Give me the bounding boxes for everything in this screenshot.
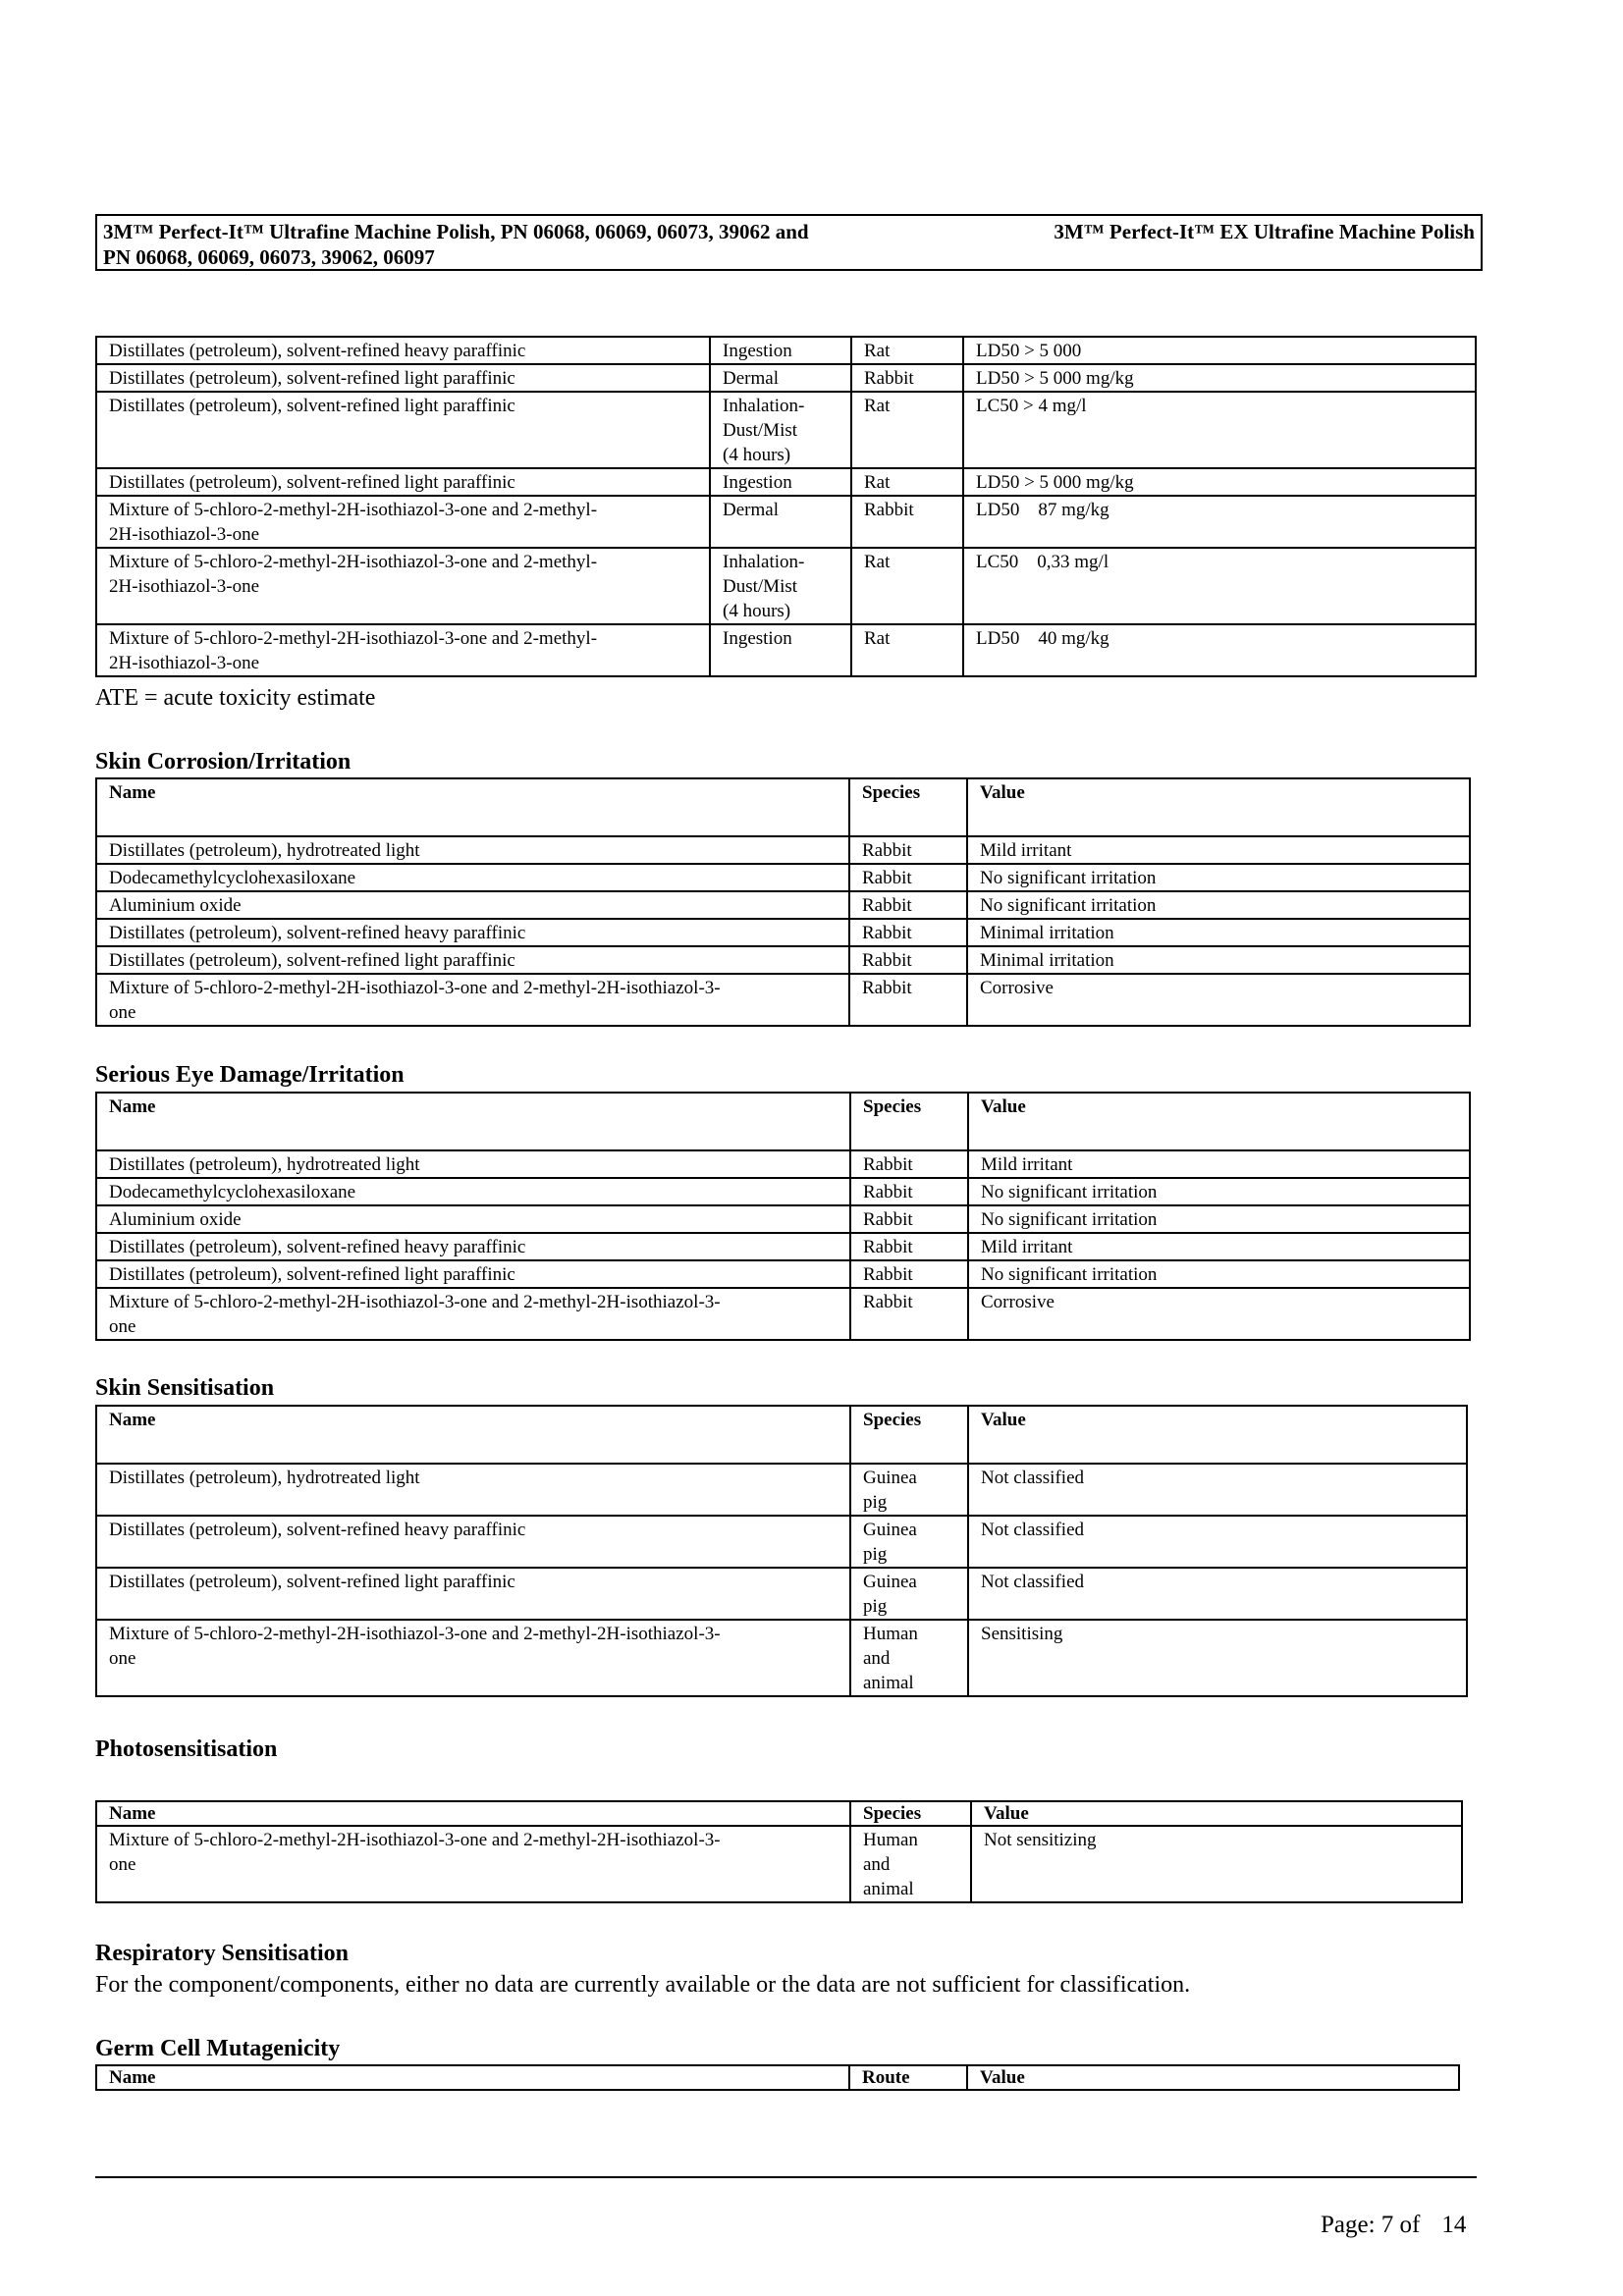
table-row: Mixture of 5-chloro-2-methyl-2H-isothiazol-3-one and 2-methyl- 2H-isothiazol-3-one Ingestion Rat LD50 40 mg/kg xyxy=(96,624,1476,676)
germ-cell-title: Germ Cell Mutagenicity xyxy=(95,2036,341,2061)
header-product-title-ex: 3M™ Perfect-It™ EX Ultrafine Machine Polish xyxy=(1054,220,1475,243)
table-row: Aluminium oxide Rabbit No significant irritation xyxy=(96,891,1470,919)
eye-damage-title: Serious Eye Damage/Irritation xyxy=(95,1062,405,1088)
respiratory-sensitisation-text: For the component/components, either no data are currently available or the data are not sufficient for classification. xyxy=(95,1972,1191,1998)
table-row: Mixture of 5-chloro-2-methyl-2H-isothiazol-3-one and 2-methyl-2H-isothiazol-3- one Human and animal Not sensitizing xyxy=(96,1826,1462,1902)
germ-cell-table xyxy=(95,2064,1460,2091)
table-row: Distillates (petroleum), solvent-refined light paraffinic Inhalation- Dust/Mist (4 hours) Rat LC50 > 4 mg/l xyxy=(96,392,1476,468)
skin-corrosion-title: Skin Corrosion/Irritation xyxy=(95,749,352,774)
header-part-numbers: PN 06068, 06069, 06073, 39062, 06097 xyxy=(103,245,435,269)
table-row: Distillates (petroleum), hydrotreated light Guinea pig Not classified xyxy=(96,1464,1467,1516)
table-row: Distillates (petroleum), solvent-refined heavy paraffinic Ingestion Rat LD50 > 5 000 xyxy=(96,337,1476,364)
table-header-row: Name Species Value xyxy=(96,1406,1467,1464)
table-row: Distillates (petroleum), hydrotreated light Rabbit Mild irritant xyxy=(96,1150,1470,1178)
table-header-row: Name Route Value xyxy=(96,2065,1459,2090)
table-row: Distillates (petroleum), solvent-refined heavy paraffinic Rabbit Mild irritant xyxy=(96,1233,1470,1260)
table-row: Distillates (petroleum), solvent-refined light paraffinic Rabbit Minimal irritation xyxy=(96,946,1470,974)
eye-damage-table xyxy=(95,1092,1471,1341)
table-row: Mixture of 5-chloro-2-methyl-2H-isothiazol-3-one and 2-methyl- 2H-isothiazol-3-one Inhalation- Dust/Mist (4 hours) Rat LC50 0,33 mg/l xyxy=(96,548,1476,624)
skin-sensitisation-table xyxy=(95,1405,1468,1697)
table-row: Distillates (petroleum), solvent-refined light paraffinic Rabbit No significant irritation xyxy=(96,1260,1470,1288)
table-header-row: Name Species Value xyxy=(96,778,1470,836)
table-row: Mixture of 5-chloro-2-methyl-2H-isothiazol-3-one and 2-methyl- 2H-isothiazol-3-one Dermal Rabbit LD50 87 mg/kg xyxy=(96,496,1476,548)
ate-note: ATE = acute toxicity estimate xyxy=(95,685,376,711)
table-row: Dodecamethylcyclohexasiloxane Rabbit No significant irritation xyxy=(96,864,1470,891)
photosensitisation-title: Photosensitisation xyxy=(95,1736,278,1762)
table-row: Dodecamethylcyclohexasiloxane Rabbit No significant irritation xyxy=(96,1178,1470,1205)
respiratory-sensitisation-title: Respiratory Sensitisation xyxy=(95,1941,349,1966)
page-number xyxy=(1321,2211,1466,2240)
table-row: Distillates (petroleum), solvent-refined heavy paraffinic Rabbit Minimal irritation xyxy=(96,919,1470,946)
photosensitisation-table xyxy=(95,1800,1463,1903)
table-row: Distillates (petroleum), hydrotreated light Rabbit Mild irritant xyxy=(96,836,1470,864)
table-row: Mixture of 5-chloro-2-methyl-2H-isothiazol-3-one and 2-methyl-2H-isothiazol-3- one Human and animal Sensitising xyxy=(96,1620,1467,1696)
acute-toxicity-table xyxy=(95,336,1477,677)
table-row: Distillates (petroleum), solvent-refined light paraffinic Ingestion Rat LD50 > 5 000 mg/kg xyxy=(96,468,1476,496)
table-row: Distillates (petroleum), solvent-refined heavy paraffinic Guinea pig Not classified xyxy=(96,1516,1467,1568)
table-row: Distillates (petroleum), solvent-refined light paraffinic Guinea pig Not classified xyxy=(96,1568,1467,1620)
page-total: 14 xyxy=(1441,2212,1467,2238)
table-row: Aluminium oxide Rabbit No significant irritation xyxy=(96,1205,1470,1233)
table-row: Distillates (petroleum), solvent-refined light paraffinic Dermal Rabbit LD50 > 5 000 mg/kg xyxy=(96,364,1476,392)
table-row: Mixture of 5-chloro-2-methyl-2H-isothiazol-3-one and 2-methyl-2H-isothiazol-3- one Rabbit Corrosive xyxy=(96,1288,1470,1340)
document-header xyxy=(95,214,1483,271)
footer-divider xyxy=(95,2176,1477,2178)
table-header-row: Name Species Value xyxy=(96,1801,1462,1826)
header-product-title: 3M™ Perfect-It™ Ultrafine Machine Polish, PN 06068, 06069, 06073, 39062 and xyxy=(103,220,809,243)
table-row: Mixture of 5-chloro-2-methyl-2H-isothiazol-3-one and 2-methyl-2H-isothiazol-3- one Rabbit Corrosive xyxy=(96,974,1470,1026)
skin-sensitisation-title: Skin Sensitisation xyxy=(95,1375,275,1401)
table-header-row: Name Species Value xyxy=(96,1093,1470,1150)
page-label: Page: 7 of xyxy=(1321,2212,1421,2238)
skin-corrosion-table xyxy=(95,777,1471,1027)
